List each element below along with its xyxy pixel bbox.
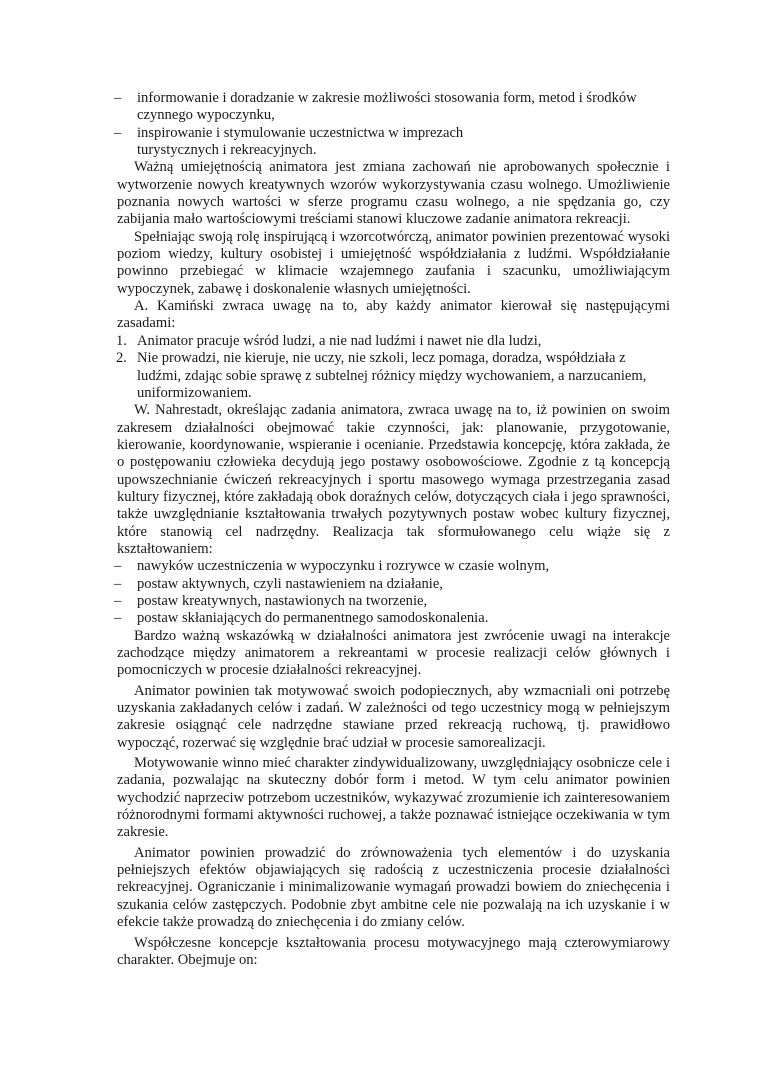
list-item: – informowanie i doradzanie w zakresie możliwości stosowania form, metod i środków czynnego wypoczynku,	[117, 90, 670, 125]
list-item: – postaw kreatywnych, nastawionych na tworzenie,	[117, 593, 670, 610]
paragraph-individualized: Motywowanie winno mieć charakter zindywidualizowany, uwzględniający osobnicze cele i zadania, pozwalając na skuteczny dobór form i metod. W tym celu animator powinien wychodzić naprzeciw potrzebom uczestników, wykazywać zrozumienie ich zainteresowaniem różnorodnymi formami aktywności ruchowej, a także poznawać istniejące oczekiwania w tym zakresie.	[117, 755, 670, 841]
dash-list-attitudes	[117, 558, 670, 627]
list-text: Nie prowadzi, nie kieruje, nie uczy, nie szkoli, lecz pomaga, doradza, współdziała z ludźmi, zdając sobie sprawę z subtelnej różnicy między wychowaniem, a narzucaniem, uniformizowaniem.	[137, 350, 647, 401]
list-item: – nawyków uczestniczenia w wypoczynku i rozrywce w czasie wolnym,	[117, 558, 670, 575]
page-body	[117, 90, 670, 969]
paragraph-kaminski: A. Kamiński zwraca uwagę na to, aby każdy animator kierował się następującymi zasadami:	[117, 298, 670, 332]
paragraph-concepts: Współczesne koncepcje kształtowania procesu motywacyjnego mają czterowymiarowy charakter. Obejmuje on:	[117, 934, 670, 968]
list-item	[117, 350, 670, 402]
paragraph-nahrestadt: W. Nahrestadt, określając zadania animatora, zwraca uwagę na to, iż powinien on swoim zakresem działalności obejmować takie czynności, jak: planowanie, przygotowanie, kierowanie, koordynowanie, wspieranie i ocenianie. Przedstawia koncepcję, która zakłada, że o postępowaniu człowieka decydują jego postawy osobowościowe. Zgodnie z tą koncepcją upowszechnianie ćwiczeń rekreacyjnych i sportu masowego wymaga przestrzegania zasad kultury fizycznej, które zakładają obok doraźnych celów, dotyczących ciała i jego sprawności, także uwzględnianie kształtowania trwałych pozytywnych postaw wobec kultury fizycznej, które stanowią cel nadrzędny. Realizacja tak sformułowanego celu wiąże się z kształtowaniem:	[117, 402, 670, 557]
dash-list-top	[117, 90, 670, 159]
list-text: Animator pracuje wśród ludzi, a nie nad ludźmi i nawet nie dla ludzi,	[137, 332, 542, 349]
list-number: 2.	[116, 350, 127, 367]
numbered-list-principles	[117, 333, 670, 402]
paragraph-motivation: Animator powinien tak motywować swoich podopiecznych, aby wzmacniali oni potrzebę uzyskania zakładanych celów i zadań. W zależności od tego uczestnicy mogą w pełniejszym zakresie osiągnąć cele nadrzędne stawiane przed rekreacją ruchową, tj. prawidłowo wypocząć, rozerwać się względnie brać udział w procesie samorealizacji.	[117, 682, 670, 751]
list-item: – postaw skłaniających do permanentnego samodoskonalenia.	[117, 610, 670, 627]
paragraph-animator-skills: Ważną umiejętnością animatora jest zmiana zachowań nie aprobowanych społecznie i wytworzenie nowych kreatywnych wzorów wykorzystywania czasu wolnego. Umożliwienie poznania nowych wartości w sferze programu czasu wolnego, a nie spędzania go, czy zabijania mało wartościowymi treściami stanowi kluczowe zadanie animatora rekreacji.	[117, 159, 670, 228]
list-item	[117, 333, 670, 350]
list-item: – postaw aktywnych, czyli nastawieniem na działanie,	[117, 576, 670, 593]
paragraph-interactions: Bardzo ważną wskazówką w działalności animatora jest zwrócenie uwagi na interakcje zachodzące między animatorem a rekreantami w procesie realizacji celów głównych i pomocniczych w procesie działalności rekreacyjnej.	[117, 627, 670, 679]
list-number: 1.	[116, 332, 127, 349]
list-item: – inspirowanie i stymulowanie uczestnictwa w imprezach turystycznych i rekreacyjnych.	[117, 125, 670, 160]
paragraph-balance: Animator powinien prowadzić do zrównoważenia tych elementów i do uzyskania pełniejszych efektów objawiających się radością z uczestniczenia procesie działalności rekreacyjnej. Ograniczanie i minimalizowanie wymagań prowadzi bowiem do zniechęcenia i szukania celów zastępczych. Podobnie zbyt ambitne cele nie pozwalają na ich uzyskanie i w efekcie także prowadzą do zniechęcenia i do zmiany celów.	[117, 844, 670, 931]
paragraph-role: Spełniając swoją rolę inspirującą i wzorcotwórczą, animator powinien prezentować wysoki poziom wiedzy, kultury osobistej i umiejętność współdziałania z ludźmi. Współdziałanie powinno przebiegać w klimacie wzajemnego zaufania i szacunku, umożliwiającym wypoczynek, zabawę i doskonalenie własnych umiejętności.	[117, 228, 670, 297]
